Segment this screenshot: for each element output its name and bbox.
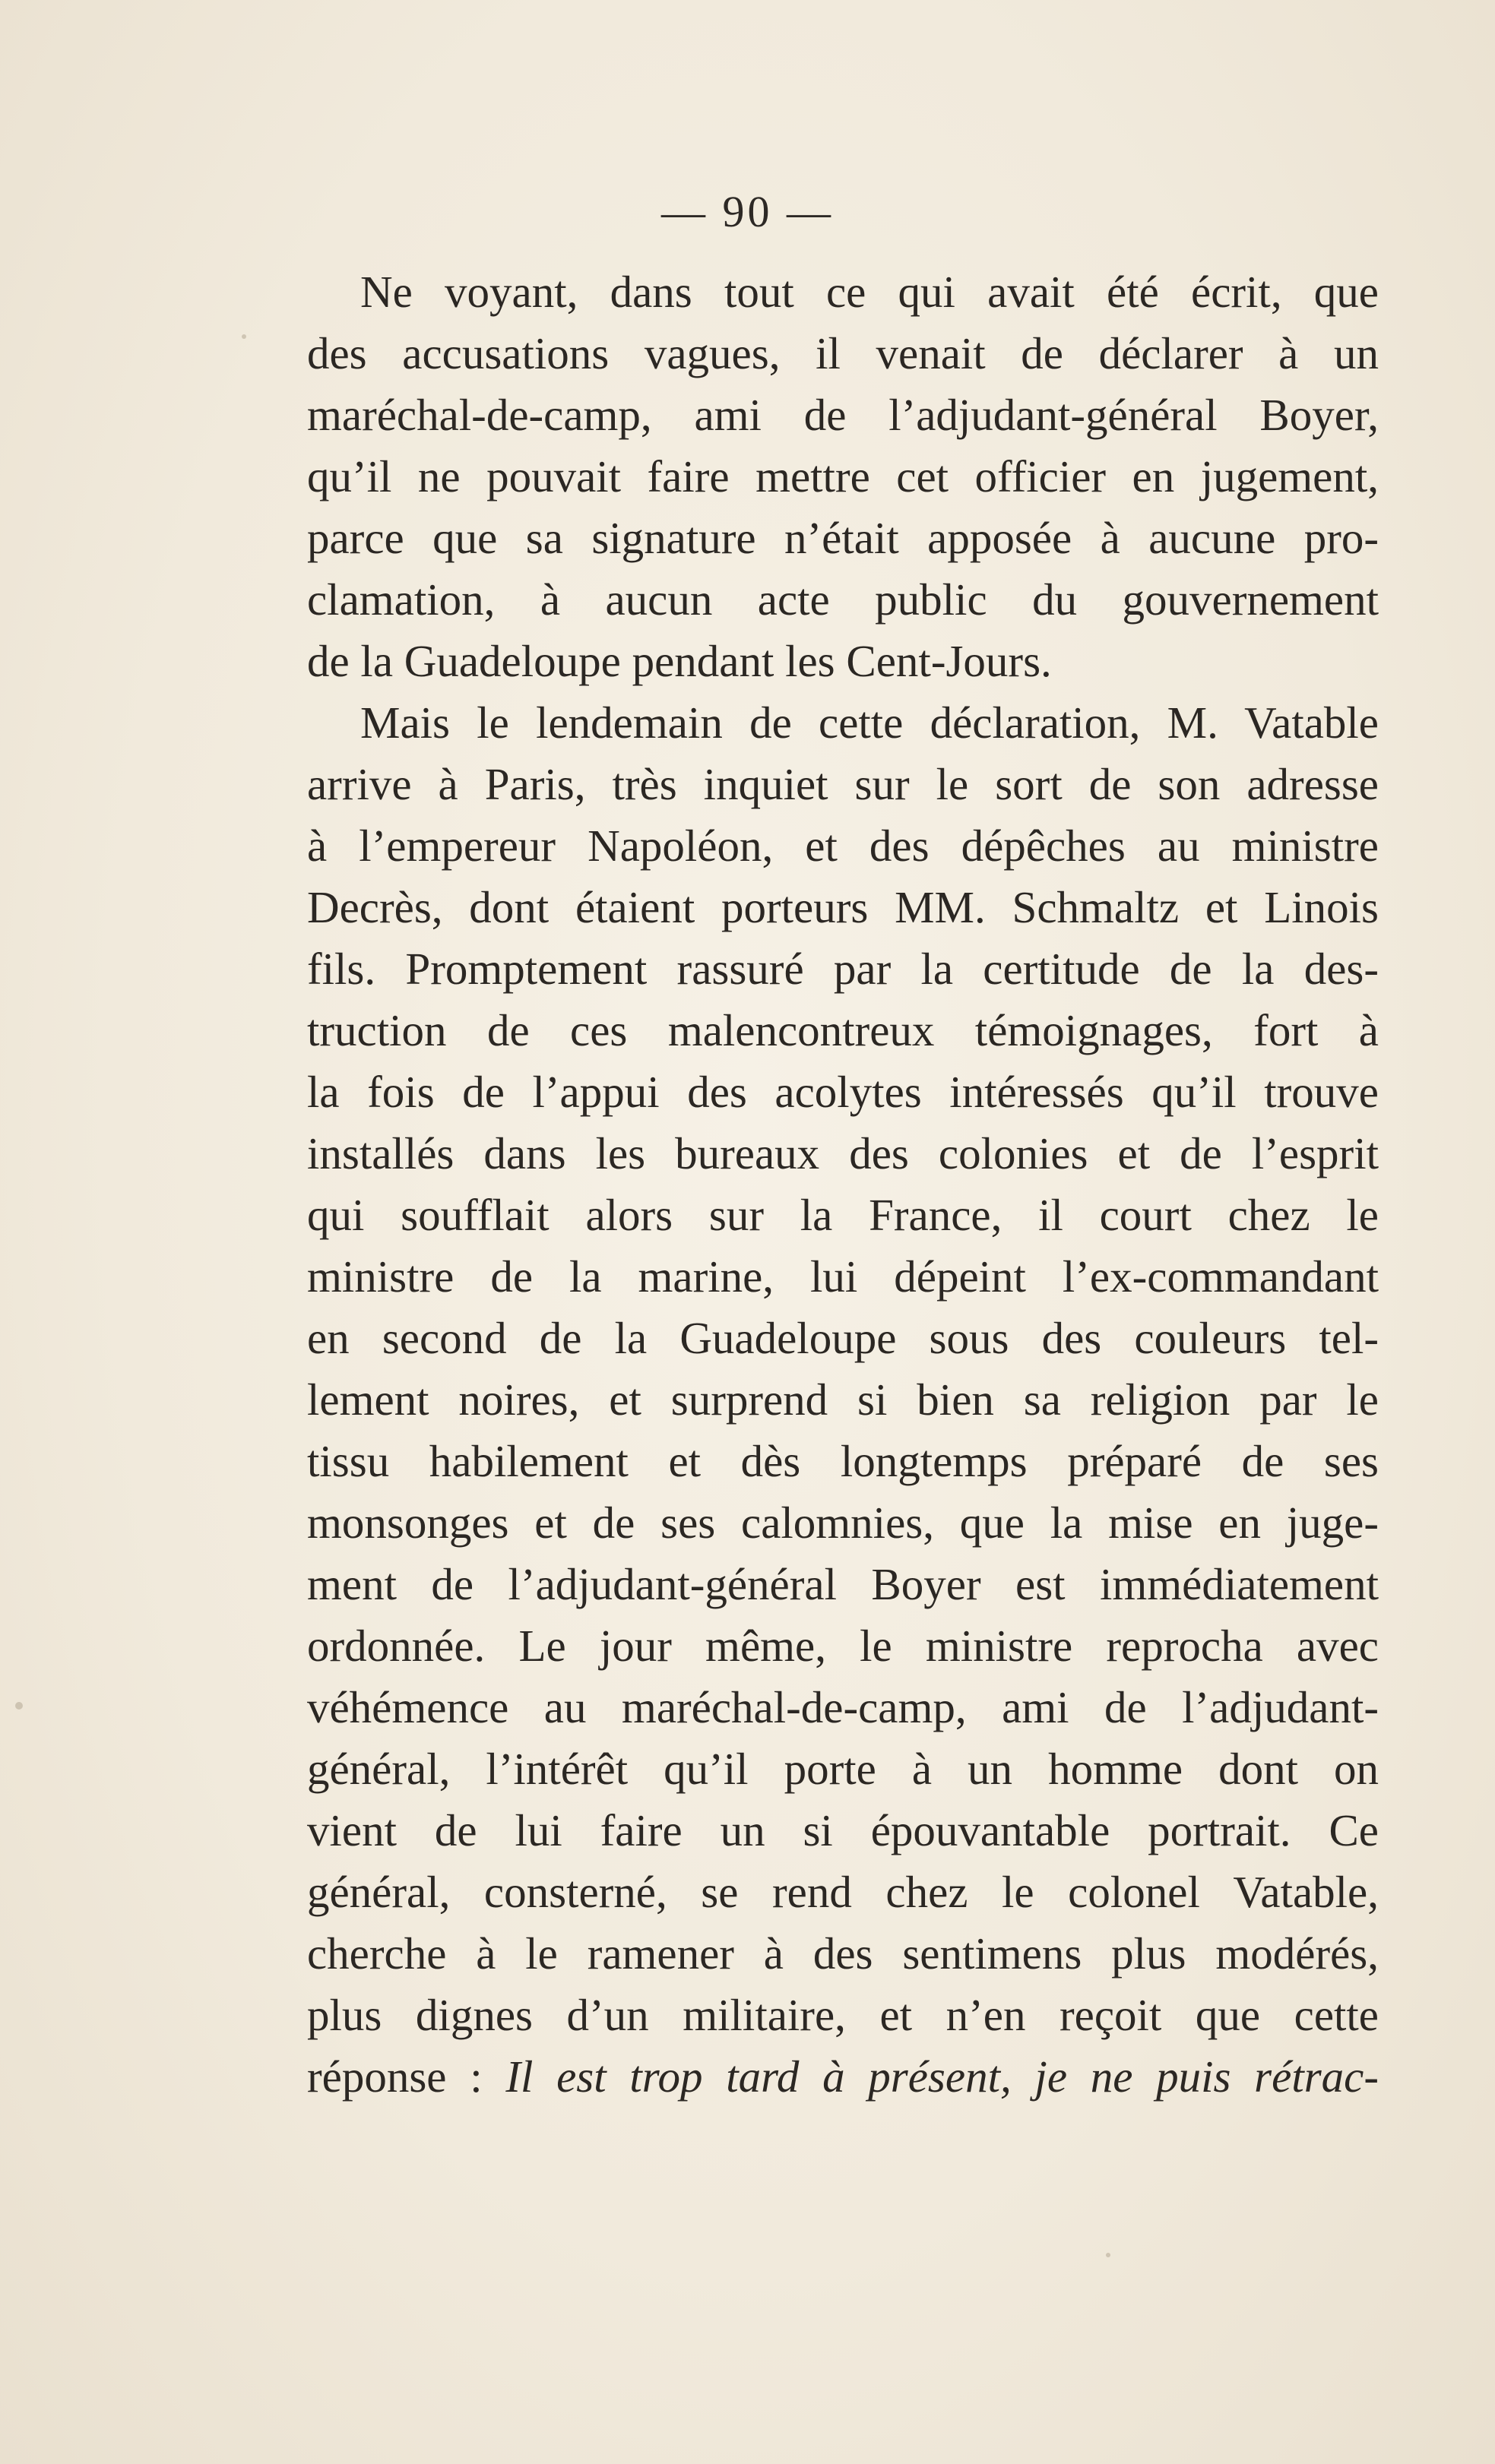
text-line: qu’il ne pouvait faire mettre cet officier en jugement,: [307, 451, 1379, 501]
text-line: général, consterné, se rend chez le colonel Vatable,: [307, 1867, 1379, 1917]
text-line: plus dignes d’un militaire, et n’en reçoit que cette: [307, 1990, 1379, 2040]
text-line-final: [307, 2046, 1379, 2108]
text-line: parce que sa signature n’était apposée à aucune pro-: [307, 513, 1379, 563]
text-line: qui soufflait alors sur la France, il court chez le: [307, 1190, 1379, 1240]
text-line: ministre de la marine, lui dépeint l’ex-commandant: [307, 1251, 1379, 1302]
text-line: de la Guadeloupe pendant les Cent-Jours.: [307, 636, 1052, 686]
text-line: fils. Promptement rassuré par la certitude de la des-: [307, 944, 1379, 994]
text-line: installés dans les bureaux des colonies et de l’esprit: [307, 1128, 1379, 1178]
text-line: Decrès, dont étaient porteurs MM. Schmaltz et Linois: [307, 882, 1379, 932]
text-line: ordonnée. Le jour même, le ministre reprocha avec: [307, 1621, 1379, 1671]
text-line: véhémence au maréchal-de-camp, ami de l’adjudant-: [307, 1682, 1379, 1732]
italic-quote: Il est trop tard à présent, je ne puis rétrac-: [505, 2051, 1379, 2102]
text-line: monsonges et de ses calomnies, que la mise en juge-: [307, 1498, 1379, 1548]
text-line: en second de la Guadeloupe sous des couleurs tel-: [307, 1313, 1379, 1363]
text-line: maréchal-de-camp, ami de l’adjudant-général Boyer,: [307, 390, 1379, 440]
paper-speck: [15, 1702, 23, 1710]
text-run: réponse :: [307, 2051, 506, 2102]
text-line: à l’empereur Napoléon, et des dépêches au ministre: [307, 821, 1379, 871]
text-line: la fois de l’appui des acolytes intéressés qu’il trouve: [307, 1067, 1379, 1117]
paper-speck: [242, 334, 246, 339]
text-line: arrive à Paris, très inquiet sur le sort de son adresse: [307, 759, 1379, 809]
text-line: Mais le lendemain de cette déclaration, M. Vatable: [360, 697, 1379, 748]
text-line: clamation, à aucun acte public du gouvernement: [307, 574, 1379, 625]
text-line: vient de lui faire un si épouvantable portrait. Ce: [307, 1805, 1379, 1855]
text-line: tissu habilement et dès longtemps préparé de ses: [307, 1436, 1379, 1486]
text-line: Ne voyant, dans tout ce qui avait été écrit, que: [360, 267, 1379, 317]
text-line: truction de ces malencontreux témoignages, fort à: [307, 1005, 1379, 1055]
body-text: [307, 261, 1379, 2108]
text-line: lement noires, et surprend si bien sa religion par le: [307, 1374, 1379, 1425]
text-line: des accusations vagues, il venait de déclarer à un: [307, 328, 1379, 378]
text-line: ment de l’adjudant-général Boyer est immédiatement: [307, 1559, 1379, 1609]
page-number: — 90 —: [661, 187, 834, 236]
text-line: cherche à le ramener à des sentimens plus modérés,: [307, 1928, 1379, 1978]
paper-speck: [1106, 2253, 1110, 2257]
text-line: général, l’intérêt qu’il porte à un homme dont on: [307, 1744, 1379, 1794]
